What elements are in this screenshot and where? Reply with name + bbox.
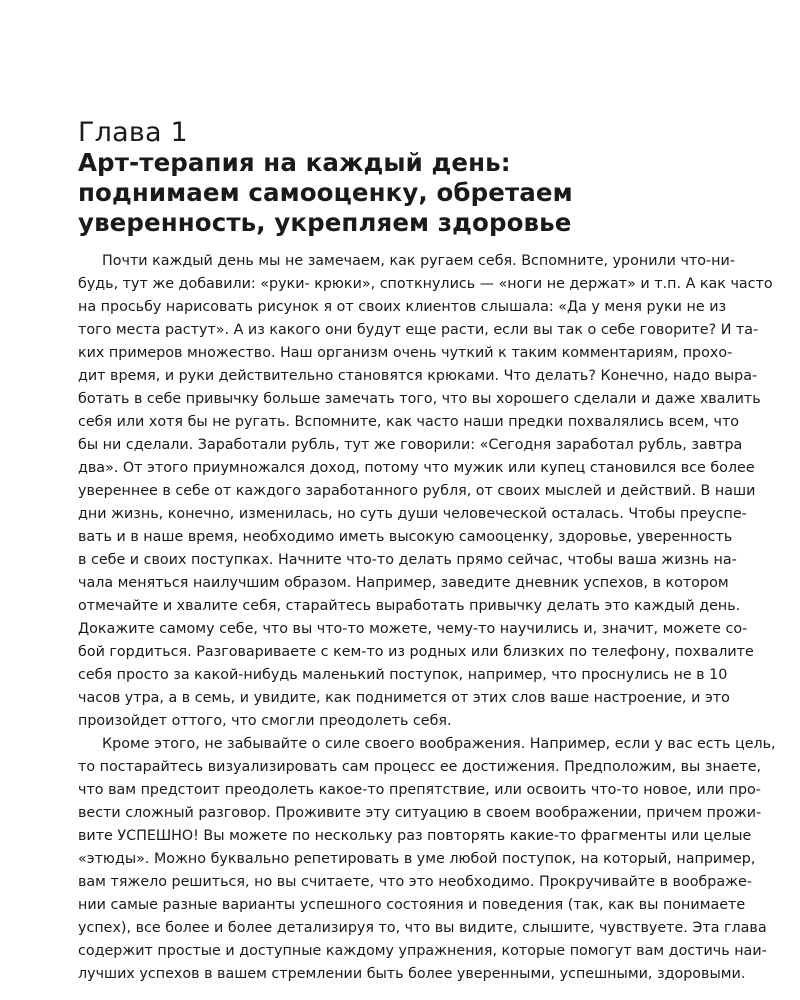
paragraph-line: бы ни сделали. Заработали рубль, тут же говорили: «Сегодня заработал рубль, завтра [78, 437, 743, 453]
paragraph-line: ких примеров множество. Наш организм очень чуткий к таким комментариям, прохо- [78, 345, 733, 361]
chapter-label: Глава 1 [78, 117, 188, 148]
chapter-title [78, 148, 706, 238]
paragraph-line: часов утра, а в семь, и увидите, как поднимется от этих слов ваше настроение, и это [78, 690, 730, 706]
paragraph-line: ботать в себе привычку больше замечать того, что вы хорошего сделали и даже хвалить [78, 391, 761, 407]
chapter-title-line: поднимаем самооценку, обретаем [78, 178, 573, 207]
paragraph-line: бой гордиться. Разговариваете с кем-то из родных или близких по телефону, похвалите [78, 644, 754, 660]
chapter-title-line: уверенность, укрепляем здоровье [78, 208, 572, 237]
paragraph-line: нии самые разные варианты успешного состояния и поведения (так, как вы понимаете [78, 897, 746, 913]
paragraph-line: Кроме этого, не забывайте о силе своего воображения. Например, если у вас есть цель, [102, 736, 776, 752]
paragraph-line: себя просто за какой-нибудь маленький поступок, например, что проснулись не в 10 [78, 667, 728, 683]
paragraph-line: Почти каждый день мы не замечаем, как ругаем себя. Вспомните, уронили что-ни- [102, 253, 735, 269]
paragraph-line: лучших успехов в вашем стремлении быть более уверенными, успешными, здоровыми. [78, 966, 746, 982]
paragraph-line: вам тяжело решиться, но вы считаете, что это необходимо. Прокручивайте в воображе- [78, 874, 752, 890]
paragraph-line: вести сложный разговор. Проживите эту ситуацию в своем воображении, причем прожи- [78, 805, 762, 821]
paragraph-line: дни жизнь, конечно, изменилась, но суть души человеческой осталась. Чтобы преуспе- [78, 506, 747, 522]
paragraph-line: Докажите самому себе, что вы что-то можете, чему-то научились и, значит, можете со- [78, 621, 748, 637]
paragraph-line: два». От этого приумножался доход, потому что мужик или купец становился все более [78, 460, 755, 476]
paragraph-line: в себе и своих поступках. Начните что-то делать прямо сейчас, чтобы ваша жизнь на- [78, 552, 737, 568]
paragraph-line: вать и в наше время, необходимо иметь высокую самооценку, здоровье, уверенность [78, 529, 733, 545]
paragraph-container [78, 250, 776, 986]
chapter-body [78, 250, 776, 986]
paragraph-line: дит время, и руки действительно становятся крюками. Что делать? Конечно, надо выра- [78, 368, 758, 384]
paragraph-line: «этюды». Можно буквально репетировать в уме любой поступок, на который, например, [78, 851, 756, 867]
paragraph-line: того места растут». А из какого они будут еще расти, если вы так о себе говорите? И та- [78, 322, 759, 338]
paragraph-line: вите УСПЕШНО! Вы можете по нескольку раз повторять какие-то фрагменты или целые [78, 828, 752, 844]
paragraph-line: что вам предстоит преодолеть какое-то препятствие, или освоить что-то новое, или про- [78, 782, 761, 798]
paragraph-line: себя или хотя бы не ругать. Вспомните, как часто наши предки похвалялись всем, что [78, 414, 740, 430]
paragraph-line: то постарайтесь визуализировать сам процесс ее достижения. Предположим, вы знаете, [78, 759, 762, 775]
paragraph [78, 733, 776, 986]
paragraph-line: содержит простые и доступные каждому упражнения, которые помогут вам достичь наи- [78, 943, 767, 959]
paragraph-line: отмечайте и хвалите себя, старайтесь выработать привычку делать это каждый день. [78, 598, 741, 614]
book-page [78, 117, 776, 986]
paragraph-line: увереннее в себе от каждого заработанного рубля, от своих мыслей и действий. В наши [78, 483, 756, 499]
chapter-title-line: Арт-терапия на каждый день: [78, 148, 511, 177]
paragraph [78, 250, 773, 733]
paragraph-line: будь, тут же добавили: «руки- крюки», споткнулись — «ноги не держат» и т.п. А как часто [78, 276, 773, 292]
paragraph-line: успех), все более и более детализируя то, что вы видите, слышите, чувствуете. Эта глава [78, 920, 767, 936]
paragraph-line: на просьбу нарисовать рисунок я от своих клиентов слышала: «Да у меня руки не из [78, 299, 727, 315]
paragraph-line: произойдет оттого, что смогли преодолеть себя. [78, 713, 452, 729]
paragraph-line: чала меняться наилучшим образом. Например, заведите дневник успехов, в котором [78, 575, 729, 591]
